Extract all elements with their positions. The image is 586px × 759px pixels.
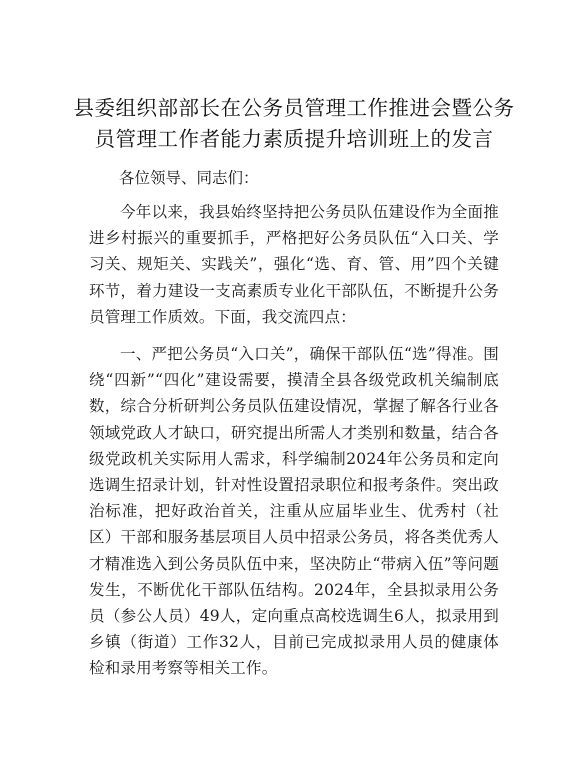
document-title: 县委组织部部长在公务员管理工作推进会暨公务员管理工作者能力素质提升培训班上的发言	[73, 96, 515, 151]
paragraph-section-one: 一、严把公务员“入口关”，确保干部队伍“选”得准。围绕“四新”“四化”建设需要，摸清全县各级党政机关编制底数，综合分析研判公务员队伍建设情况，掌握了解各行业各领域党政人才缺口，研究提出所需人才类别和数量，结合各级党政机关实际用人需求，科学编制2024年公务员和定向选调生招录计划，针对性设置招录职位和报考条件。突出政治标准，把好政治首关，注重从应届毕业生、优秀村（社区）干部和服务基层项目人员中招录公务员，将各类优秀人才精准选入到公务员队伍中来，坚决防止“带病入伍”等问题发生，不断优化干部队伍结构。2024年，全县拟录用公务员（参公人员）49人，定向重点高校选调生6人，拟录用到乡镇（街道）工作32人，目前已完成拟录用人员的健康体检和录用考察等相关工作。	[89, 345, 499, 678]
greeting: 各位领导、同志们：	[119, 169, 259, 187]
paragraph-intro: 今年以来，我县始终坚持把公务员队伍建设作为全面推进乡村振兴的重要抓手，严格把好公务员队伍“入口关、学习关、规矩关、实践关”，强化“选、育、管、用”四个关键环节，着力建设一支高素质专业化干部队伍，不断提升公务员管理工作质效。下面，我交流四点：	[89, 203, 499, 326]
